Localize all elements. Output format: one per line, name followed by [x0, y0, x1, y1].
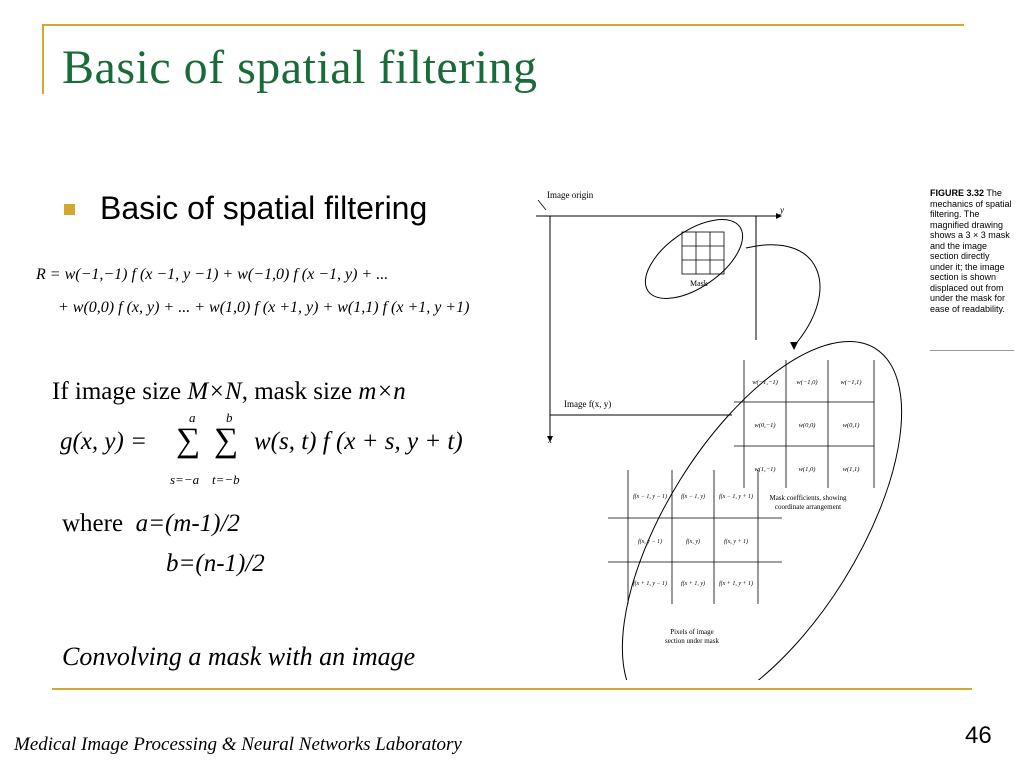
condition-prefix: If image size — [52, 378, 188, 405]
slide-title: Basic of spatial filtering — [62, 41, 538, 94]
sum-lower-t: t=−b — [212, 472, 240, 487]
sum-upper-s: a — [189, 410, 196, 425]
pixel-cell: f(x − 1, y + 1) — [718, 494, 754, 500]
magnified-ellipse — [567, 298, 922, 680]
conclusion-text: Convolving a mask with an image — [62, 642, 416, 671]
x-axis-label: x — [548, 435, 552, 445]
bullet-text: Basic of spatial filtering — [100, 190, 428, 226]
top-frame-line — [42, 24, 964, 26]
sigma-t-icon: ∑ — [214, 422, 239, 459]
y-axis-label: y — [780, 205, 784, 215]
figure-caption — [930, 188, 1014, 314]
where-label: where — [62, 510, 124, 537]
equation-line-1: R = w(−1,−1) f (x −1, y −1) + w(−1,0) f (x −1, y) + ... — [36, 266, 389, 283]
coeff-cell: w(0,0) — [798, 422, 816, 429]
image-size: M×N — [187, 378, 242, 405]
pixel-cell: f(x − 1, y − 1) — [632, 494, 668, 500]
mask-caption-line-2: coordinate arrangement — [774, 503, 842, 511]
pixel-cell: f(x, y − 1) — [637, 539, 663, 545]
where-line — [62, 510, 240, 538]
pixel-cell: f(x − 1, y) — [680, 494, 706, 500]
coeff-cell: w(−1,0) — [796, 379, 818, 386]
pixel-cell: f(x + 1, y − 1) — [632, 581, 668, 587]
condition-text — [52, 378, 406, 406]
equation-line-2: + w(0,0) f (x, y) + ... + w(1,0) f (x +1, y) + w(1,1) f (x +1, y +1) — [58, 299, 470, 316]
summation-equation — [60, 428, 147, 456]
a-definition: a=(m-1)/2 — [135, 510, 240, 537]
pixel-labels — [633, 493, 753, 587]
left-frame-line — [42, 24, 44, 94]
spatial-filter-diagram — [532, 180, 922, 680]
coeff-cell: w(1,−1) — [754, 466, 776, 473]
figure-label: FIGURE 3.32 — [930, 188, 985, 198]
mask-grid — [682, 232, 724, 274]
sum-lower-s: s=−a — [170, 472, 200, 487]
mask-ellipse — [632, 204, 756, 314]
page-number: 46 — [965, 722, 992, 749]
mask-label: Mask — [690, 279, 708, 288]
footer-text: Medical Image Processing & Neural Networks Laboratory — [14, 734, 462, 755]
caption-rule — [930, 350, 1014, 351]
mask-caption-line-1: Mask coefficients, showing — [769, 494, 847, 502]
sigma-s-icon: ∑ — [176, 422, 201, 459]
pixels-caption-line-2: section under mask — [664, 637, 720, 645]
coeff-cell: w(0,1) — [842, 422, 860, 429]
pixel-cell: f(x + 1, y + 1) — [718, 581, 754, 587]
pixel-cell: f(x, y) — [686, 539, 700, 545]
sum-rhs: w(s, t) f (x + s, y + t) — [254, 428, 463, 455]
coeff-cell: w(1,0) — [798, 466, 816, 473]
bottom-rule — [52, 688, 972, 690]
coeff-cell: w(1,1) — [842, 466, 860, 473]
pixel-cell: f(x + 1, y) — [680, 581, 706, 587]
image-origin-label: Image origin — [547, 190, 594, 200]
bullet-square-icon — [64, 204, 75, 215]
coeff-cell: w(0,−1) — [754, 422, 776, 429]
coeff-cell: w(−1,−1) — [752, 379, 778, 386]
mask-coefficient-labels — [752, 379, 861, 473]
mask-size: m×n — [358, 378, 406, 405]
connector-arrow-icon — [790, 342, 798, 350]
sum-upper-t: b — [226, 410, 233, 425]
pixel-cell: f(x, y + 1) — [723, 539, 749, 545]
figure-caption-text: The mechanics of spatial filtering. The magnified drawing shows a 3 × 3 mask and the image section directly under it; the image section is shown displaced out from under the mask for ease of readability. — [930, 188, 1012, 314]
pixels-caption-line-1: Pixels of image — [670, 628, 714, 636]
origin-pointer — [538, 200, 546, 210]
condition-middle: , mask size — [241, 378, 359, 405]
image-label: Image f(x, y) — [564, 399, 612, 409]
b-definition: b=(n-1)/2 — [166, 550, 265, 577]
sum-lhs: g(x, y) = — [60, 428, 147, 455]
coeff-cell: w(−1,1) — [840, 379, 862, 386]
connector-curve — [746, 245, 820, 346]
